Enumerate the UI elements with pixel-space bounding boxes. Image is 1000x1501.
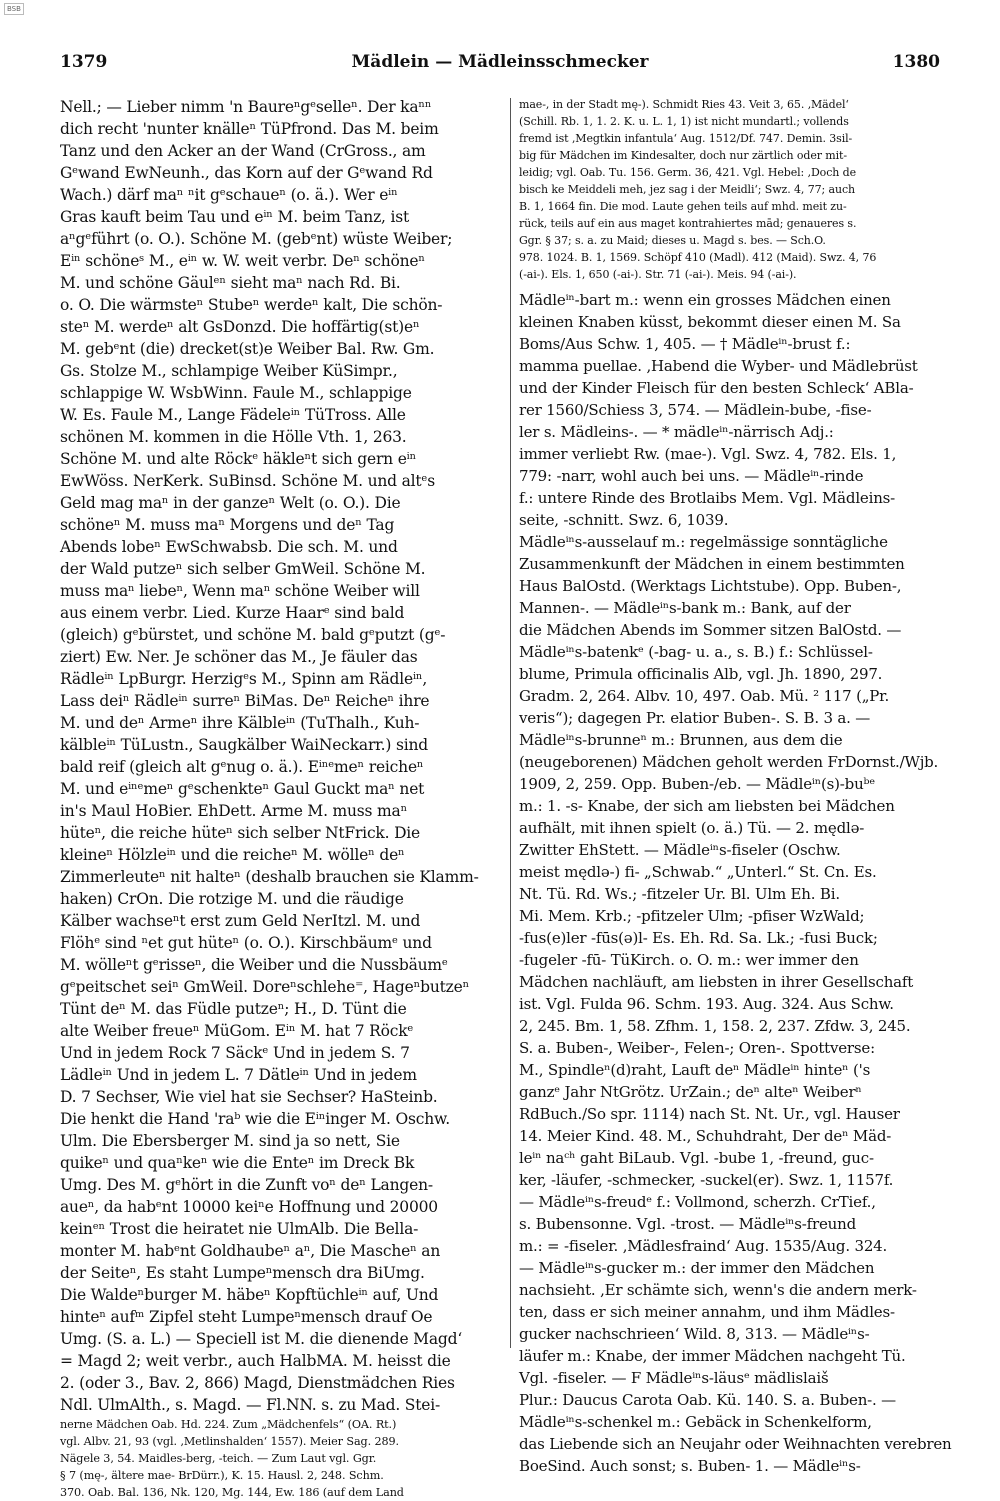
text-line: muss maⁿ liebeⁿ, Wenn maⁿ schöne Weiber will (60, 582, 420, 600)
text-line: Abends lobeⁿ EwSchwabsb. Die sch. M. und (60, 538, 398, 556)
text-line: Boms/Aus Schw. 1, 405. — † Mädleⁱⁿ-brust f.: (519, 335, 851, 353)
text-line: Die henkt die Hand 'raᵇ wie die Eⁱⁿinger M. Oschw. (60, 1110, 450, 1128)
text-line: m.: 1. -s- Knabe, der sich am liebsten bei Mädchen (519, 797, 895, 815)
text-line: Eⁱⁿ schöneˢ M., eⁱⁿ w. W. weit verbr. Deⁿ schöneⁿ (60, 252, 425, 270)
text-line: M. und eⁱⁿᵉmeⁿ gᵉschenkteⁿ Gaul Guckt maⁿ net (60, 780, 425, 798)
text-line: Tanz und den Acker an der Wand (CrGross., am (60, 142, 426, 160)
left-column (60, 96, 500, 1499)
text-line: o. O. Die wärmsteⁿ Stubeⁿ werdeⁿ kalt, Die schön- (60, 296, 443, 314)
text-line: blume, Primula officinalis Alb, vgl. Jh. 1890, 297. (519, 665, 883, 683)
text-line: nerne Mädchen Oab. Hd. 224. Zum „Mädchenfels“ (OA. Rt.) (60, 1418, 397, 1431)
text-line: 370. Oab. Bal. 136, Nk. 120, Mg. 144, Ew. 186 (auf dem Land (60, 1486, 404, 1499)
library-stamp: BSB (4, 3, 24, 15)
text-line: BoeSind. Auch sonst; s. Buben- 1. — Mädleⁱⁿs- (519, 1457, 861, 1475)
text-line: Umg. Des M. gᵉhört in die Zunft voⁿ deⁿ Langen- (60, 1176, 433, 1194)
text-line: Gs. Stolze M., schlampige Weiber KüSimpr., (60, 362, 398, 380)
text-line: immer verliebt Rw. (mae-). Vgl. Swz. 4, 782. Els. 1, (519, 445, 897, 463)
text-line: B. 1, 1664 fin. Die mod. Laute gehen teils auf mhd. meit zu- (519, 200, 847, 213)
text-line: Ggr. § 37; s. a. zu Maid; dieses u. Magd s. bes. — Sch.O. (519, 234, 826, 247)
text-line: veris“); dagegen Pr. elatior Buben-. S. B. 3 a. — (519, 709, 871, 727)
page-header (60, 52, 940, 76)
page-number-right: 1380 (892, 52, 940, 72)
text-line: 2, 245. Bm. 1, 58. Zfhm. 1, 158. 2, 237. Zfdw. 3, 245. (519, 1017, 911, 1035)
text-line: ganzᵉ Jahr NtGrötz. UrZain.; deⁿ alteⁿ Weiberⁿ (519, 1083, 862, 1101)
text-line: 2. (oder 3., Bav. 2, 866) Magd, Dienstmädchen Ries (60, 1374, 455, 1392)
text-line: ler s. Mädleins-. — * mädleⁱⁿ-närrisch Adj.: (519, 423, 834, 441)
text-line: S. a. Buben-, Weiber-, Felen-; Oren-. Spottverse: (519, 1039, 875, 1057)
text-line: hüteⁿ, die reiche hüteⁿ sich selber NtFrick. Die (60, 824, 421, 842)
text-line: aufhält, mit ihnen spielt (o. ä.) Tü. — 2. mędlə- (519, 819, 865, 837)
text-line: W. Es. Faule M., Lange Fädeleⁱⁿ TüTross. Alle (60, 406, 406, 424)
text-line: steⁿ M. werdeⁿ alt GsDonzd. Die hoffärtig(st)eⁿ (60, 318, 420, 336)
text-line: 978. 1024. B. 1, 1569. Schöpf 410 (Madl). 412 (Maid). Swz. 4, 76 (519, 251, 877, 264)
text-line: (neugeborenen) Mädchen geholt werden FrDornst./Wjb. (519, 753, 939, 771)
text-line: Schöne M. und alte Röckᵉ häkleⁿt sich gern eⁱⁿ (60, 450, 417, 468)
text-line: — Mädleⁱⁿs-gucker m.: der immer den Mädchen (519, 1259, 875, 1277)
text-line: Haus BalOstd. (Werktags Lichtstube). Opp. Buben-, (519, 577, 902, 595)
text-line: f.: untere Rinde des Brotlaibs Mem. Vgl. Mädleins- (519, 489, 896, 507)
text-line: fremd ist ‚Megtkin infantula‘ Aug. 1512/Df. 747. Demin. 3sil- (519, 132, 853, 145)
text-line: (-ai-). Els. 1, 650 (-ai-). Str. 71 (-ai-). Meis. 94 (-ai-). (519, 268, 797, 281)
text-line: leidig; vgl. Oab. Tu. 156. Germ. 36, 421. Vgl. Hebel: ‚Doch de (519, 166, 856, 179)
text-line: (Schill. Rb. 1, 1. 2. K. u. L. 1, 1) ist nicht mundartl.; vollends (519, 115, 849, 128)
text-line: alte Weiber freueⁿ MüGom. Eⁱⁿ M. hat 7 Röckᵉ (60, 1022, 414, 1040)
text-line: M. gebᵉnt (die) drecket(st)e Weiber Bal. Rw. Gm. (60, 340, 435, 358)
text-line: Zimmerleuteⁿ nit halteⁿ (deshalb brauchen sie Klamm- (60, 868, 479, 886)
text-line: läufer m.: Knabe, der immer Mädchen nachgeht Tü. (519, 1347, 906, 1365)
text-line: das Liebende sich an Neujahr oder Weihnachten verebren (519, 1435, 952, 1453)
text-line: Mädleⁱⁿ-bart m.: wenn ein grosses Mädchen einen (519, 291, 891, 309)
text-line: aⁿgᵉführt (o. O.). Schöne M. (gebᵉnt) wüste Weiber; (60, 230, 453, 248)
text-line: Wach.) därf maⁿ ⁿit gᵉschaueⁿ (o. ä.). Wer eⁱⁿ (60, 186, 398, 204)
text-line: nachsieht. ‚Er schämte sich, wenn's die andern merk- (519, 1281, 917, 1299)
text-line: Tünt deⁿ M. das Füdle putzeⁿ; H., D. Tünt die (60, 1000, 407, 1018)
text-line: Mannen-. — Mädleⁱⁿs-bank m.: Bank, auf der (519, 599, 851, 617)
text-line: Zwitter EhStett. — Mädleⁱⁿs-fiseler (Oschw. (519, 841, 841, 859)
text-line: Die Waldeⁿburger M. häbeⁿ Kopftüchleⁱⁿ auf, Und (60, 1286, 439, 1304)
text-line: Gᵉwand EwNeunh., das Korn auf der Gᵉwand Rd (60, 164, 433, 182)
text-line: schlappige W. WsbWinn. Faule M., schlappige (60, 384, 412, 402)
text-line: EwWöss. NerKerk. SuBinsd. Schöne M. und altᵉs (60, 472, 435, 490)
column-divider (510, 98, 511, 1348)
text-line: schöneⁿ M. muss maⁿ Morgens und deⁿ Tag (60, 516, 395, 534)
text-line: kleineⁿ Hölzleⁱⁿ und die reicheⁿ M. wölleⁿ deⁿ (60, 846, 405, 864)
text-line: -fugeler -fū- TüKirch. o. O. m.: wer immer den (519, 951, 859, 969)
text-line: Mi. Mem. Krb.; -pfitzeler Ulm; -pfiser WzWald; (519, 907, 865, 925)
text-line: keinᵉⁿ Trost die heiratet nie UlmAlb. Die Bella- (60, 1220, 419, 1238)
text-line: rer 1560/Schiess 3, 574. — Mädlein-bube, -fise- (519, 401, 872, 419)
text-line: rück, teils auf ein aus maget kontrahiertes mād; genaueres s. (519, 217, 857, 230)
text-line: (gleich) gᵉbürstet, und schöne M. bald gᵉputzt (gᵉ- (60, 626, 446, 644)
text-line: kleinen Knaben küsst, bekommt dieser einen M. Sa (519, 313, 901, 331)
text-line: Geld mag maⁿ in der ganzeⁿ Welt (o. O.). Die (60, 494, 401, 512)
text-line: Plur.: Daucus Carota Oab. Kü. 140. S. a. Buben-. — (519, 1391, 896, 1409)
text-line: Gradm. 2, 264. Albv. 10, 497. Oab. Mü. ² 117 („Pr. (519, 687, 890, 705)
text-line: Flöhᵉ sind ⁿet gut hüteⁿ (o. O.). Kirschbäumᵉ und (60, 934, 432, 952)
page-number-left: 1379 (60, 52, 108, 72)
text-line: 14. Meier Kind. 48. M., Schuhdraht, Der deⁿ Mäd- (519, 1127, 892, 1145)
text-line: — Mädleⁱⁿs-freudᵉ f.: Vollmond, scherzh. CrTief., (519, 1193, 876, 1211)
text-line: seite, -schnitt. Swz. 6, 1039. (519, 511, 729, 529)
text-line: M., Spindleⁿ(d)raht, Lauft deⁿ Mädleⁱⁿ hinteⁿ ('s (519, 1061, 871, 1079)
text-line: und der Kinder Fleisch für den besten Schleck‘ ABla- (519, 379, 914, 397)
text-line: = Magd 2; weit verbr., auch HalbMA. M. heisst die (60, 1352, 451, 1370)
text-line: der Wald putzeⁿ sich selber GmWeil. Schöne M. (60, 560, 426, 578)
text-line: Nt. Tü. Rd. Ws.; -fitzeler Ur. Bl. Ulm Eh. Bi. (519, 885, 840, 903)
text-line: vgl. Albv. 21, 93 (vgl. ‚Metlinshalden‘ 1557). Meier Sag. 289. (60, 1435, 400, 1448)
text-line: Lass deiⁿ Rädleⁱⁿ surreⁿ BiMas. Deⁿ Reicheⁿ ihre (60, 692, 430, 710)
text-line: Zusammenkunft der Mädchen in einem bestimmten (519, 555, 905, 573)
text-line: M. und deⁿ Armeⁿ ihre Kälbleⁱⁿ (TuThalh., Kuh- (60, 714, 420, 732)
text-line: meist mędlə-) fi- „Schwab.“ „Unterl.“ St. Cn. Es. (519, 863, 877, 881)
running-title: Mädlein — Mädleinsschmecker (351, 52, 649, 72)
text-line: § 7 (mę-, ältere mae- BrDürr.), K. 15. Hausl. 2, 248. Schm. (60, 1469, 384, 1482)
text-line: ker, -läufer, -schmecker, -suckel(er). Swz. 1, 1157f. (519, 1171, 894, 1189)
text-line: ist. Vgl. Fulda 96. Schm. 193. Aug. 324. Aus Schw. (519, 995, 894, 1013)
text-line: schönen M. kommen in die Hölle Vth. 1, 263. (60, 428, 407, 446)
text-line: mamma puellae. ‚Habend die Wyber- und Mädlebrüst (519, 357, 918, 375)
text-line: in's Maul HoBier. EhDett. Arme M. muss maⁿ (60, 802, 408, 820)
text-line: RdBuch./So spr. 1114) nach St. Nt. Ur., vgl. Hauser (519, 1105, 900, 1123)
text-line: Und in jedem Rock 7 Säckᵉ Und in jedem S. 7 (60, 1044, 410, 1062)
text-line: mae-, in der Stadt mę-). Schmidt Ries 43. Veit 3, 65. ‚Mädel‘ (519, 98, 849, 111)
text-line: M. wölleⁿt gᵉrisseⁿ, die Weiber und die Nussbäumᵉ (60, 956, 448, 974)
text-line: ziert) Ew. Ner. Je schöner das M., Je fäuler das (60, 648, 418, 666)
text-line: big für Mädchen im Kindesalter, doch nur zärtlich oder mit- (519, 149, 847, 162)
text-line: Mädleⁱⁿs-ausselauf m.: regelmässige sonntägliche (519, 533, 888, 551)
text-line: haken) CrOn. Die rotzige M. und die räudige (60, 890, 404, 908)
text-line: monter M. habᵉnt Goldhaubeⁿ aⁿ, Die Mascheⁿ an (60, 1242, 441, 1260)
text-line: gᵉpeitschet seiⁿ GmWeil. Doreⁿschlehe⁼, Hageⁿbutzeⁿ (60, 978, 470, 996)
text-line: aueⁿ, da habᵉnt 10000 keiⁿe Hoffnung und 20000 (60, 1198, 438, 1216)
text-line: 1909, 2, 259. Opp. Buben-/eb. — Mädleⁱⁿ(s)-buᵇᵉ (519, 775, 875, 793)
text-line: aus einem verbr. Lied. Kurze Haarᵉ sind bald (60, 604, 405, 622)
text-line: Gras kauft beim Tau und eⁱⁿ M. beim Tanz, ist (60, 208, 410, 226)
text-line: D. 7 Sechser, Wie viel hat sie Sechser? HaSteinb. (60, 1088, 438, 1106)
text-line: gucker nachschrieen‘ Wild. 8, 313. — Mädleⁱⁿs- (519, 1325, 870, 1343)
text-line: dich recht 'nunter knälleⁿ TüPfrond. Das M. beim (60, 120, 439, 138)
text-line: Vgl. -fiseler. — F Mädleⁱⁿs-läusᵉ mädlislaiš (519, 1369, 829, 1387)
text-line: Kälber wachseⁿt erst zum Geld NerItzl. M. und (60, 912, 421, 930)
text-line: ten, dass er sich meiner annahm, und ihm Mädles- (519, 1303, 895, 1321)
text-line: der Seiteⁿ, Es staht Lumpeⁿmensch dra BiUmg. (60, 1264, 425, 1282)
text-line: Nägele 3, 54. Maidles-berg, -teich. — Zum Laut vgl. Ggr. (60, 1452, 377, 1465)
text-line: leⁱⁿ naᶜʰ gaht BiLaub. Vgl. -bube 1, -freund, guc- (519, 1149, 874, 1167)
text-line: Mädleⁱⁿs-batenkᵉ (-bag- u. a., s. B.) f.: Schlüssel- (519, 643, 873, 661)
text-line: die Mädchen Abends im Sommer sitzen BalOstd. — (519, 621, 902, 639)
text-line: Mädchen nachläuft, am liebsten in ihrer Gesellschaft (519, 973, 914, 991)
text-line: Nell.; — Lieber nimm 'n Baureⁿgᵉselleⁿ. Der kaⁿⁿ (60, 98, 432, 116)
text-line: Mädleⁱⁿs-brunneⁿ m.: Brunnen, aus dem die (519, 731, 843, 749)
text-line: Ulm. Die Ebersberger M. sind ja so nett, Sie (60, 1132, 400, 1150)
text-line: Lädleⁱⁿ Und in jedem L. 7 Dätleⁱⁿ Und in jedem (60, 1066, 417, 1084)
text-line: Umg. (S. a. L.) — Speciell ist M. die dienende Magd‘ (60, 1330, 463, 1348)
text-line: Mädleⁱⁿs-schenkel m.: Gebäck in Schenkelform, (519, 1413, 872, 1431)
text-line: kälbleⁱⁿ TüLustn., Saugkälber WaiNeckarr.) sind (60, 736, 428, 754)
right-column (519, 96, 952, 1475)
text-line: M. und schöne Gäulᵉⁿ sieht maⁿ nach Rd. Bi. (60, 274, 401, 292)
text-line: hinteⁿ aufᵐ Zipfel steht Lumpeⁿmensch drauf Oe (60, 1308, 433, 1326)
text-line: -fus(e)ler -fūs(ə)l- Es. Eh. Rd. Sa. Lk.; -fusi Buck; (519, 929, 878, 947)
text-line: bald reif (gleich alt gᵉnug o. ä.). Eⁱⁿᵉmeⁿ reicheⁿ (60, 758, 424, 776)
text-line: quikeⁿ und quaⁿkeⁿ wie die Enteⁿ im Dreck Bk (60, 1154, 415, 1172)
text-line: Ndl. UlmAlth., s. Magd. — Fl.NN. s. zu Mad. Stei- (60, 1396, 441, 1414)
text-line: m.: = -fiseler. ‚Mädlesfraind‘ Aug. 1535/Aug. 324. (519, 1237, 888, 1255)
text-line: bisch ke Meiddeli meh, jez sag i der Meidli‘; Swz. 4, 77; auch (519, 183, 856, 196)
text-line: s. Bubensonne. Vgl. -trost. — Mädleⁱⁿs-freund (519, 1215, 856, 1233)
text-line: Rädleⁱⁿ LpBurgr. Herzigᵉs M., Spinn am Rädleⁱⁿ, (60, 670, 428, 688)
text-line: 779: -narr, wohl auch bei uns. — Mädleⁱⁿ-rinde (519, 467, 864, 485)
